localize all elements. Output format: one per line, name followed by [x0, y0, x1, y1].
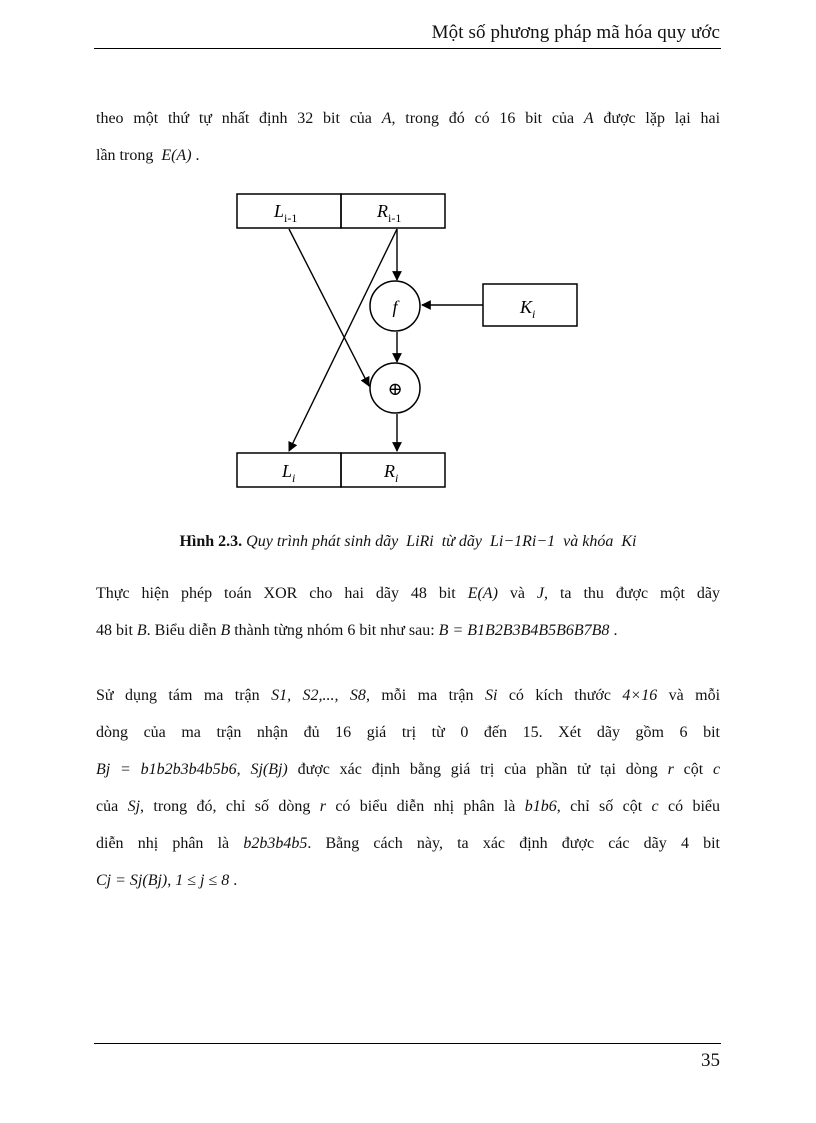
caption-math-liri: LiRi: [406, 533, 434, 550]
arrow-l-to-xor: [289, 229, 369, 386]
page-number: 35: [701, 1050, 720, 1071]
bottom-left-label: $L_i$: [282, 461, 296, 485]
function-f-label: f: [392, 297, 398, 317]
var-a: A: [583, 110, 594, 127]
p2-line-3: Bj = b1b2b3b4b5b6, Sj(Bj) được xác định bằng giá trị của phần tử tại dòng r cột c: [96, 761, 721, 778]
paragraph-xor: [96, 575, 720, 649]
p2-line-1: Sử dụng tám ma trận S1, S2,..., S8, mỗi ma trận Si có kích thước 4×16 và mỗi: [96, 687, 721, 704]
caption-math-ki: Ki: [621, 533, 637, 550]
p2-line-4: của Sj, trong đó, chỉ số dòng r có biểu diễn nhị phân là b1b6, chỉ số cột c có biểu: [96, 798, 721, 815]
figure-caption: Hình 2.3. Quy trình phát sinh dãy LiRi từ dãy Li−1Ri−1 và khóa Ki: [179, 533, 637, 550]
p1-line-1: Thực hiện phép toán XOR cho hai dãy 48 bit E(A) và J, ta thu được một dãy: [96, 585, 720, 602]
top-left-label: $L_{i-1}$: [274, 201, 298, 225]
p2-line-2: dòng của ma trận nhận đủ 16 giá trị từ 0 đến 15. Xét dãy gồm 6 bit: [96, 724, 720, 741]
paragraph-sbox: [96, 677, 720, 899]
key-label: $K_i$: [520, 297, 536, 321]
top-right-label: $R_{i-1}$: [377, 201, 402, 225]
intro-line-1: theo một thứ tự nhất định 32 bit của A, trong đó có 16 bit của A được lặp lại hai: [96, 110, 721, 127]
running-header: Một số phương pháp mã hóa quy ước: [431, 22, 720, 43]
caption-math-li1ri1: Li−1Ri−1: [490, 533, 556, 550]
p1-line-2: 48 bit B. Biểu diễn B thành từng nhóm 6 bit như sau: B = B1B2B3B4B5B6B7B8 .: [96, 622, 618, 639]
footer-rule: [94, 1043, 721, 1044]
p2-line-5: diễn nhị phân là b2b3b4b5. Bằng cách này, ta xác định được các dãy 4 bit: [96, 835, 721, 852]
intro-line-2: lần trong E(A) .: [96, 147, 200, 164]
math-e-of-a: E(A): [161, 147, 192, 164]
bottom-right-label: $R_i$: [384, 461, 399, 485]
p2-line-6: Cj = Sj(Bj), 1 ≤ j ≤ 8 .: [96, 872, 238, 889]
var-a: A: [381, 110, 392, 127]
xor-symbol: ⊕: [387, 379, 403, 399]
caption-label: Hình 2.3.: [179, 533, 243, 550]
